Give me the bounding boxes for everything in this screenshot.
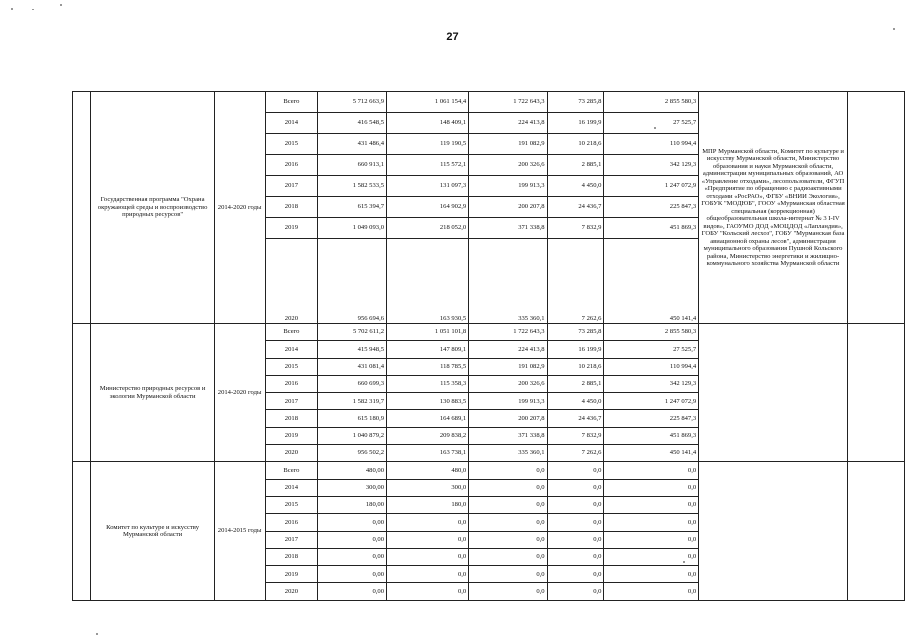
value-cell: 1 247 072,9 xyxy=(604,176,699,197)
value-cell: 130 883,5 xyxy=(387,393,469,410)
program-name-cell: Государственная программа "Охрана окружающей среды и воспроизводство природных ресурсов" xyxy=(91,92,214,324)
value-cell: 615 394,7 xyxy=(318,197,387,218)
value-cell: 660 913,1 xyxy=(318,155,387,176)
value-cell: 0,0 xyxy=(547,462,604,479)
value-cell: 300,0 xyxy=(387,479,469,496)
value-cell: 450 141,4 xyxy=(604,239,699,324)
value-cell: 1 061 154,4 xyxy=(387,92,469,113)
year-cell: 2018 xyxy=(265,548,318,565)
value-cell: 1 722 643,3 xyxy=(469,324,547,341)
term-cell: 2014-2020 годы xyxy=(214,92,265,324)
year-cell: 2019 xyxy=(265,566,318,583)
value-cell: 4 450,0 xyxy=(547,176,604,197)
value-cell: 335 360,1 xyxy=(469,445,547,462)
value-cell: 0,0 xyxy=(469,514,547,531)
value-cell: 180,0 xyxy=(387,496,469,513)
value-cell: 163 930,5 xyxy=(387,239,469,324)
year-cell: 2017 xyxy=(265,531,318,548)
value-cell: 335 360,1 xyxy=(469,239,547,324)
value-cell: 73 285,8 xyxy=(547,324,604,341)
table-row xyxy=(73,462,905,479)
value-cell: 300,00 xyxy=(318,479,387,496)
value-cell: 0,0 xyxy=(387,514,469,531)
value-cell: 73 285,8 xyxy=(547,92,604,113)
value-cell: 199 913,3 xyxy=(469,176,547,197)
value-cell: 10 218,6 xyxy=(547,358,604,375)
executors-cell: МПР Мурманской области, Комитет по культуре и искусству Мурманской области, Министерство образования и науки Мурманской области, администрации муниципальных образований, АО «Управление отходами», лесопользователи, ФГУП «Предприятие по обращению с радиоактивными отходами «РосРАО», ФГБУ «ВНИИ Экология», ГОБУК "МОДЮБ", ГООУ «Мурманская областная специальная (коррекционная) общеобразовательная школа-интернат № 3 I-IV видов», ГАОУМО ДОД «МОЦДОД «Лапландия», ГОБУ "Кольский лесхоз", ГОБУ "Мурманская база авиационной охраны лесов", администрация муниципального образования Пушной Кольского района, Министерство энергетики и жилищно-коммунального хозяйства Мурманской области xyxy=(699,92,848,324)
value-cell: 0,0 xyxy=(469,496,547,513)
value-cell: 416 548,5 xyxy=(318,113,387,134)
value-cell: 27 525,7 xyxy=(604,113,699,134)
value-cell: 0,0 xyxy=(547,479,604,496)
value-cell: 24 436,7 xyxy=(547,410,604,427)
year-cell: 2015 xyxy=(265,134,318,155)
value-cell: 371 338,8 xyxy=(469,427,547,444)
executor-name-cell: Комитет по культуре и искусству Мурманской области xyxy=(91,462,214,600)
value-cell: 199 913,3 xyxy=(469,393,547,410)
year-cell: 2020 xyxy=(265,583,318,600)
value-cell: 1 582 533,5 xyxy=(318,176,387,197)
value-cell: 7 262,6 xyxy=(547,239,604,324)
value-cell: 5 712 663,9 xyxy=(318,92,387,113)
value-cell: 0,00 xyxy=(318,566,387,583)
value-cell: 2 885,1 xyxy=(547,155,604,176)
empty-cell xyxy=(699,324,848,462)
value-cell: 371 338,8 xyxy=(469,218,547,239)
value-cell: 1 049 093,0 xyxy=(318,218,387,239)
value-cell: 200 326,6 xyxy=(469,155,547,176)
value-cell: 1 722 643,3 xyxy=(469,92,547,113)
year-cell: 2015 xyxy=(265,358,318,375)
scan-speck xyxy=(96,633,98,635)
value-cell: 0,0 xyxy=(604,566,699,583)
empty-cell xyxy=(73,462,91,600)
value-cell: 131 097,3 xyxy=(387,176,469,197)
value-cell: 0,0 xyxy=(604,583,699,600)
value-cell: 0,0 xyxy=(604,496,699,513)
value-cell: 480,00 xyxy=(318,462,387,479)
value-cell: 0,0 xyxy=(547,496,604,513)
year-cell: 2018 xyxy=(265,197,318,218)
value-cell: 164 902,9 xyxy=(387,197,469,218)
value-cell: 163 738,1 xyxy=(387,445,469,462)
value-cell: 956 694,6 xyxy=(318,239,387,324)
value-cell: 0,0 xyxy=(469,548,547,565)
value-cell: 218 052,0 xyxy=(387,218,469,239)
value-cell: 16 199,9 xyxy=(547,113,604,134)
value-cell: 0,00 xyxy=(318,514,387,531)
value-cell: 115 572,1 xyxy=(387,155,469,176)
value-cell: 0,0 xyxy=(547,531,604,548)
value-cell: 2 855 580,3 xyxy=(604,92,699,113)
value-cell: 200 207,8 xyxy=(469,410,547,427)
value-cell: 0,0 xyxy=(469,566,547,583)
value-cell: 615 180,9 xyxy=(318,410,387,427)
value-cell: 2 885,1 xyxy=(547,375,604,392)
value-cell: 200 207,8 xyxy=(469,197,547,218)
empty-cell xyxy=(847,92,904,324)
table-row xyxy=(73,324,905,341)
value-cell: 191 082,9 xyxy=(469,134,547,155)
empty-cell xyxy=(699,462,848,600)
value-cell: 956 502,2 xyxy=(318,445,387,462)
scan-speck xyxy=(32,9,34,10)
value-cell: 0,00 xyxy=(318,531,387,548)
block-program xyxy=(73,92,905,324)
value-cell: 0,0 xyxy=(387,583,469,600)
value-cell: 431 486,4 xyxy=(318,134,387,155)
empty-cell xyxy=(73,92,91,324)
year-cell: 2014 xyxy=(265,479,318,496)
year-cell: 2014 xyxy=(265,341,318,358)
value-cell: 1 247 072,9 xyxy=(604,393,699,410)
value-cell: 27 525,7 xyxy=(604,341,699,358)
value-cell: 24 436,7 xyxy=(547,197,604,218)
value-cell: 0,0 xyxy=(469,583,547,600)
value-cell: 0,0 xyxy=(604,531,699,548)
value-cell: 480,0 xyxy=(387,462,469,479)
value-cell: 415 948,5 xyxy=(318,341,387,358)
value-cell: 0,00 xyxy=(318,548,387,565)
value-cell: 209 838,2 xyxy=(387,427,469,444)
value-cell: 660 699,3 xyxy=(318,375,387,392)
value-cell: 0,00 xyxy=(318,583,387,600)
value-cell: 0,0 xyxy=(387,531,469,548)
value-cell: 147 809,1 xyxy=(387,341,469,358)
value-cell: 0,0 xyxy=(547,548,604,565)
value-cell: 225 847,3 xyxy=(604,410,699,427)
year-cell: 2020 xyxy=(265,239,318,324)
value-cell: 7 262,6 xyxy=(547,445,604,462)
value-cell: 0,0 xyxy=(604,462,699,479)
term-cell: 2014-2015 годы xyxy=(214,462,265,600)
value-cell: 0,0 xyxy=(469,479,547,496)
year-cell: 2020 xyxy=(265,445,318,462)
year-cell: 2019 xyxy=(265,218,318,239)
value-cell: 0,0 xyxy=(547,514,604,531)
budget-table xyxy=(72,91,905,601)
term-cell: 2014-2020 годы xyxy=(214,324,265,462)
scan-speck xyxy=(11,8,13,10)
value-cell: 225 847,3 xyxy=(604,197,699,218)
value-cell: 0,0 xyxy=(547,583,604,600)
year-cell: 2017 xyxy=(265,176,318,197)
value-cell: 224 413,8 xyxy=(469,113,547,134)
year-cell: 2016 xyxy=(265,514,318,531)
value-cell: 1 051 101,8 xyxy=(387,324,469,341)
value-cell: 7 832,9 xyxy=(547,427,604,444)
value-cell: 148 409,1 xyxy=(387,113,469,134)
value-cell: 4 450,0 xyxy=(547,393,604,410)
empty-cell xyxy=(847,324,904,462)
table-row xyxy=(73,92,905,113)
value-cell: 0,0 xyxy=(547,566,604,583)
value-cell: 451 869,3 xyxy=(604,427,699,444)
value-cell: 191 082,9 xyxy=(469,358,547,375)
page-number: 27 xyxy=(446,31,459,43)
value-cell: 1 582 319,7 xyxy=(318,393,387,410)
value-cell: 450 141,4 xyxy=(604,445,699,462)
value-cell: 0,0 xyxy=(387,566,469,583)
value-cell: 10 218,6 xyxy=(547,134,604,155)
value-cell: 0,0 xyxy=(604,514,699,531)
value-cell: 224 413,8 xyxy=(469,341,547,358)
value-cell: 5 702 611,2 xyxy=(318,324,387,341)
value-cell: 0,0 xyxy=(604,548,699,565)
value-cell: 451 869,3 xyxy=(604,218,699,239)
scan-speck xyxy=(893,28,895,30)
year-cell: 2017 xyxy=(265,393,318,410)
block-culture-committee xyxy=(73,462,905,600)
value-cell: 119 190,5 xyxy=(387,134,469,155)
value-cell: 16 199,9 xyxy=(547,341,604,358)
value-cell: 118 785,5 xyxy=(387,358,469,375)
value-cell: 0,0 xyxy=(469,531,547,548)
value-cell: 0,0 xyxy=(604,479,699,496)
year-cell: Всего xyxy=(265,324,318,341)
value-cell: 2 855 580,3 xyxy=(604,324,699,341)
year-cell: Всего xyxy=(265,92,318,113)
year-cell: 2015 xyxy=(265,496,318,513)
value-cell: 200 326,6 xyxy=(469,375,547,392)
value-cell: 115 358,3 xyxy=(387,375,469,392)
empty-cell xyxy=(847,462,904,600)
year-cell: Всего xyxy=(265,462,318,479)
year-cell: 2014 xyxy=(265,113,318,134)
value-cell: 1 040 879,2 xyxy=(318,427,387,444)
value-cell: 110 994,4 xyxy=(604,134,699,155)
value-cell: 0,0 xyxy=(469,462,547,479)
value-cell: 0,0 xyxy=(387,548,469,565)
year-cell: 2016 xyxy=(265,375,318,392)
scan-speck xyxy=(60,4,62,6)
value-cell: 164 689,1 xyxy=(387,410,469,427)
value-cell: 7 832,9 xyxy=(547,218,604,239)
executor-name-cell: Министерство природных ресурсов и экологии Мурманской области xyxy=(91,324,214,462)
value-cell: 110 994,4 xyxy=(604,358,699,375)
year-cell: 2019 xyxy=(265,427,318,444)
value-cell: 342 129,3 xyxy=(604,155,699,176)
year-cell: 2016 xyxy=(265,155,318,176)
year-cell: 2018 xyxy=(265,410,318,427)
block-ministry xyxy=(73,324,905,462)
value-cell: 180,00 xyxy=(318,496,387,513)
value-cell: 342 129,3 xyxy=(604,375,699,392)
value-cell: 431 081,4 xyxy=(318,358,387,375)
empty-cell xyxy=(73,324,91,462)
